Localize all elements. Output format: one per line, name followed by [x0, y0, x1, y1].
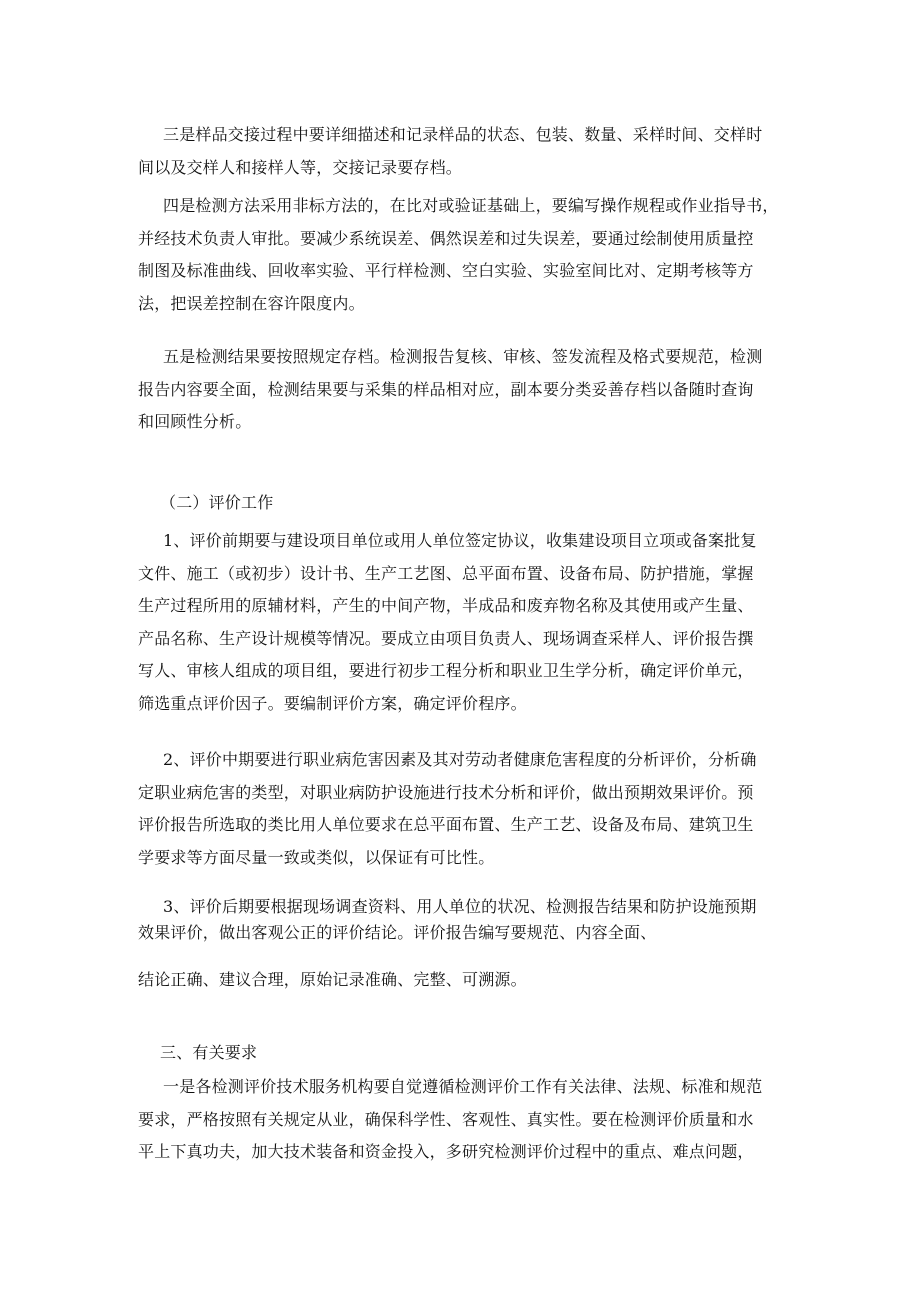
- text-line: 定职业病危害的类型，对职业病防护设施进行技术分析和评价，做出预期效果评价。预: [138, 782, 754, 802]
- text-line: 产品名称、生产设计规模等情况。要成立由项目负责人、现场调查采样人、评价报告撰: [138, 628, 754, 648]
- section-heading-evaluation-work: （二）评价工作: [160, 493, 274, 512]
- text-line: 写人、审核人组成的项目组，要进行初步工程分析和职业卫生学分析，确定评价单元，: [138, 661, 754, 680]
- text-line: 制图及标准曲线、回收率实验、平行样检测、空白实验、实验室间比对、定期考核等方: [138, 261, 754, 280]
- text-line: 学要求等方面尽量一致或类似，以保证有可比性。: [138, 847, 495, 867]
- text-line: 间以及交样人和接样人等，交接记录要存档。: [138, 157, 463, 177]
- text-line: 评价报告所选取的类比用人单位要求在总平面布置、生产工艺、设备及布局、建筑卫生: [138, 815, 754, 834]
- text-line: 生产过程所用的原辅材料，产生的中间产物，半成品和废弃物名称及其使用或产生量、: [138, 596, 754, 615]
- text-line: 并经技术负责人审批。要减少系统误差、偶然误差和过失误差，要通过绘制使用质量控: [138, 228, 754, 248]
- text-line: 2、评价中期要进行职业病危害因素及其对劳动者健康危害程度的分析评价，分析确: [163, 750, 757, 769]
- paragraph-requirements-one: [138, 1071, 798, 1169]
- text-line: 报告内容要全面，检测结果要与采集的样品相对应，副本要分类妥善存档以备随时查询: [138, 379, 754, 399]
- text-line: 3、评价后期要根据现场调查资料、用人单位的状况、检测报告结果和防护设施预期: [163, 897, 757, 916]
- text-line: 筛选重点评价因子。要编制评价方案，确定评价程序。: [138, 693, 527, 713]
- text-line: 效果评价，做出客观公正的评价结论。评价报告编写要规范、内容全面、: [138, 923, 657, 942]
- text-line: 法，把误差控制在容许限度内。: [138, 293, 365, 313]
- paragraph-evaluation-middle: [138, 744, 798, 874]
- text-line: 四是检测方法采用非标方法的，在比对或验证基础上，要编写操作规程或作业指导书，: [163, 196, 779, 215]
- text-line: 一是各检测评价技术服务机构要自觉遵循检测评价工作有关法律、法规、标准和规范: [163, 1077, 763, 1096]
- paragraph-result-archiving: [138, 341, 798, 439]
- text-line: 要求，严格按照有关规定从业，确保科学性、客观性、真实性。要在检测评价质量和水: [138, 1109, 754, 1129]
- text-line: 三是样品交接过程中要详细描述和记录样品的状态、包装、数量、采样时间、交样时: [163, 125, 763, 144]
- text-line: 五是检测结果要按照规定存档。检测报告复核、审核、签发流程及格式要规范，检测: [163, 347, 763, 366]
- paragraph-sample-handover: [138, 119, 798, 184]
- paragraph-nonstandard-methods: [138, 190, 798, 320]
- paragraph-evaluation-late: [138, 894, 798, 946]
- text-line: 平上下真功夫，加大技术装备和资金投入，多研究检测评价过程中的重点、难点问题，: [138, 1142, 754, 1161]
- text-line: 1、评价前期要与建设项目单位或用人单位签定协议，收集建设项目立项或备案批复: [163, 531, 757, 550]
- paragraph-evaluation-early: [138, 525, 798, 720]
- text-line: 文件、施工（或初步）设计书、生产工艺图、总平面布置、设备布局、防护措施，掌握: [138, 563, 754, 583]
- text-line: 和回顾性分析。: [138, 412, 252, 431]
- section-heading-requirements: 三、有关要求: [160, 1043, 258, 1062]
- paragraph-evaluation-late-continued: [138, 964, 798, 997]
- text-line: 结论正确、建议合理，原始记录准确、完整、可溯源。: [138, 970, 527, 989]
